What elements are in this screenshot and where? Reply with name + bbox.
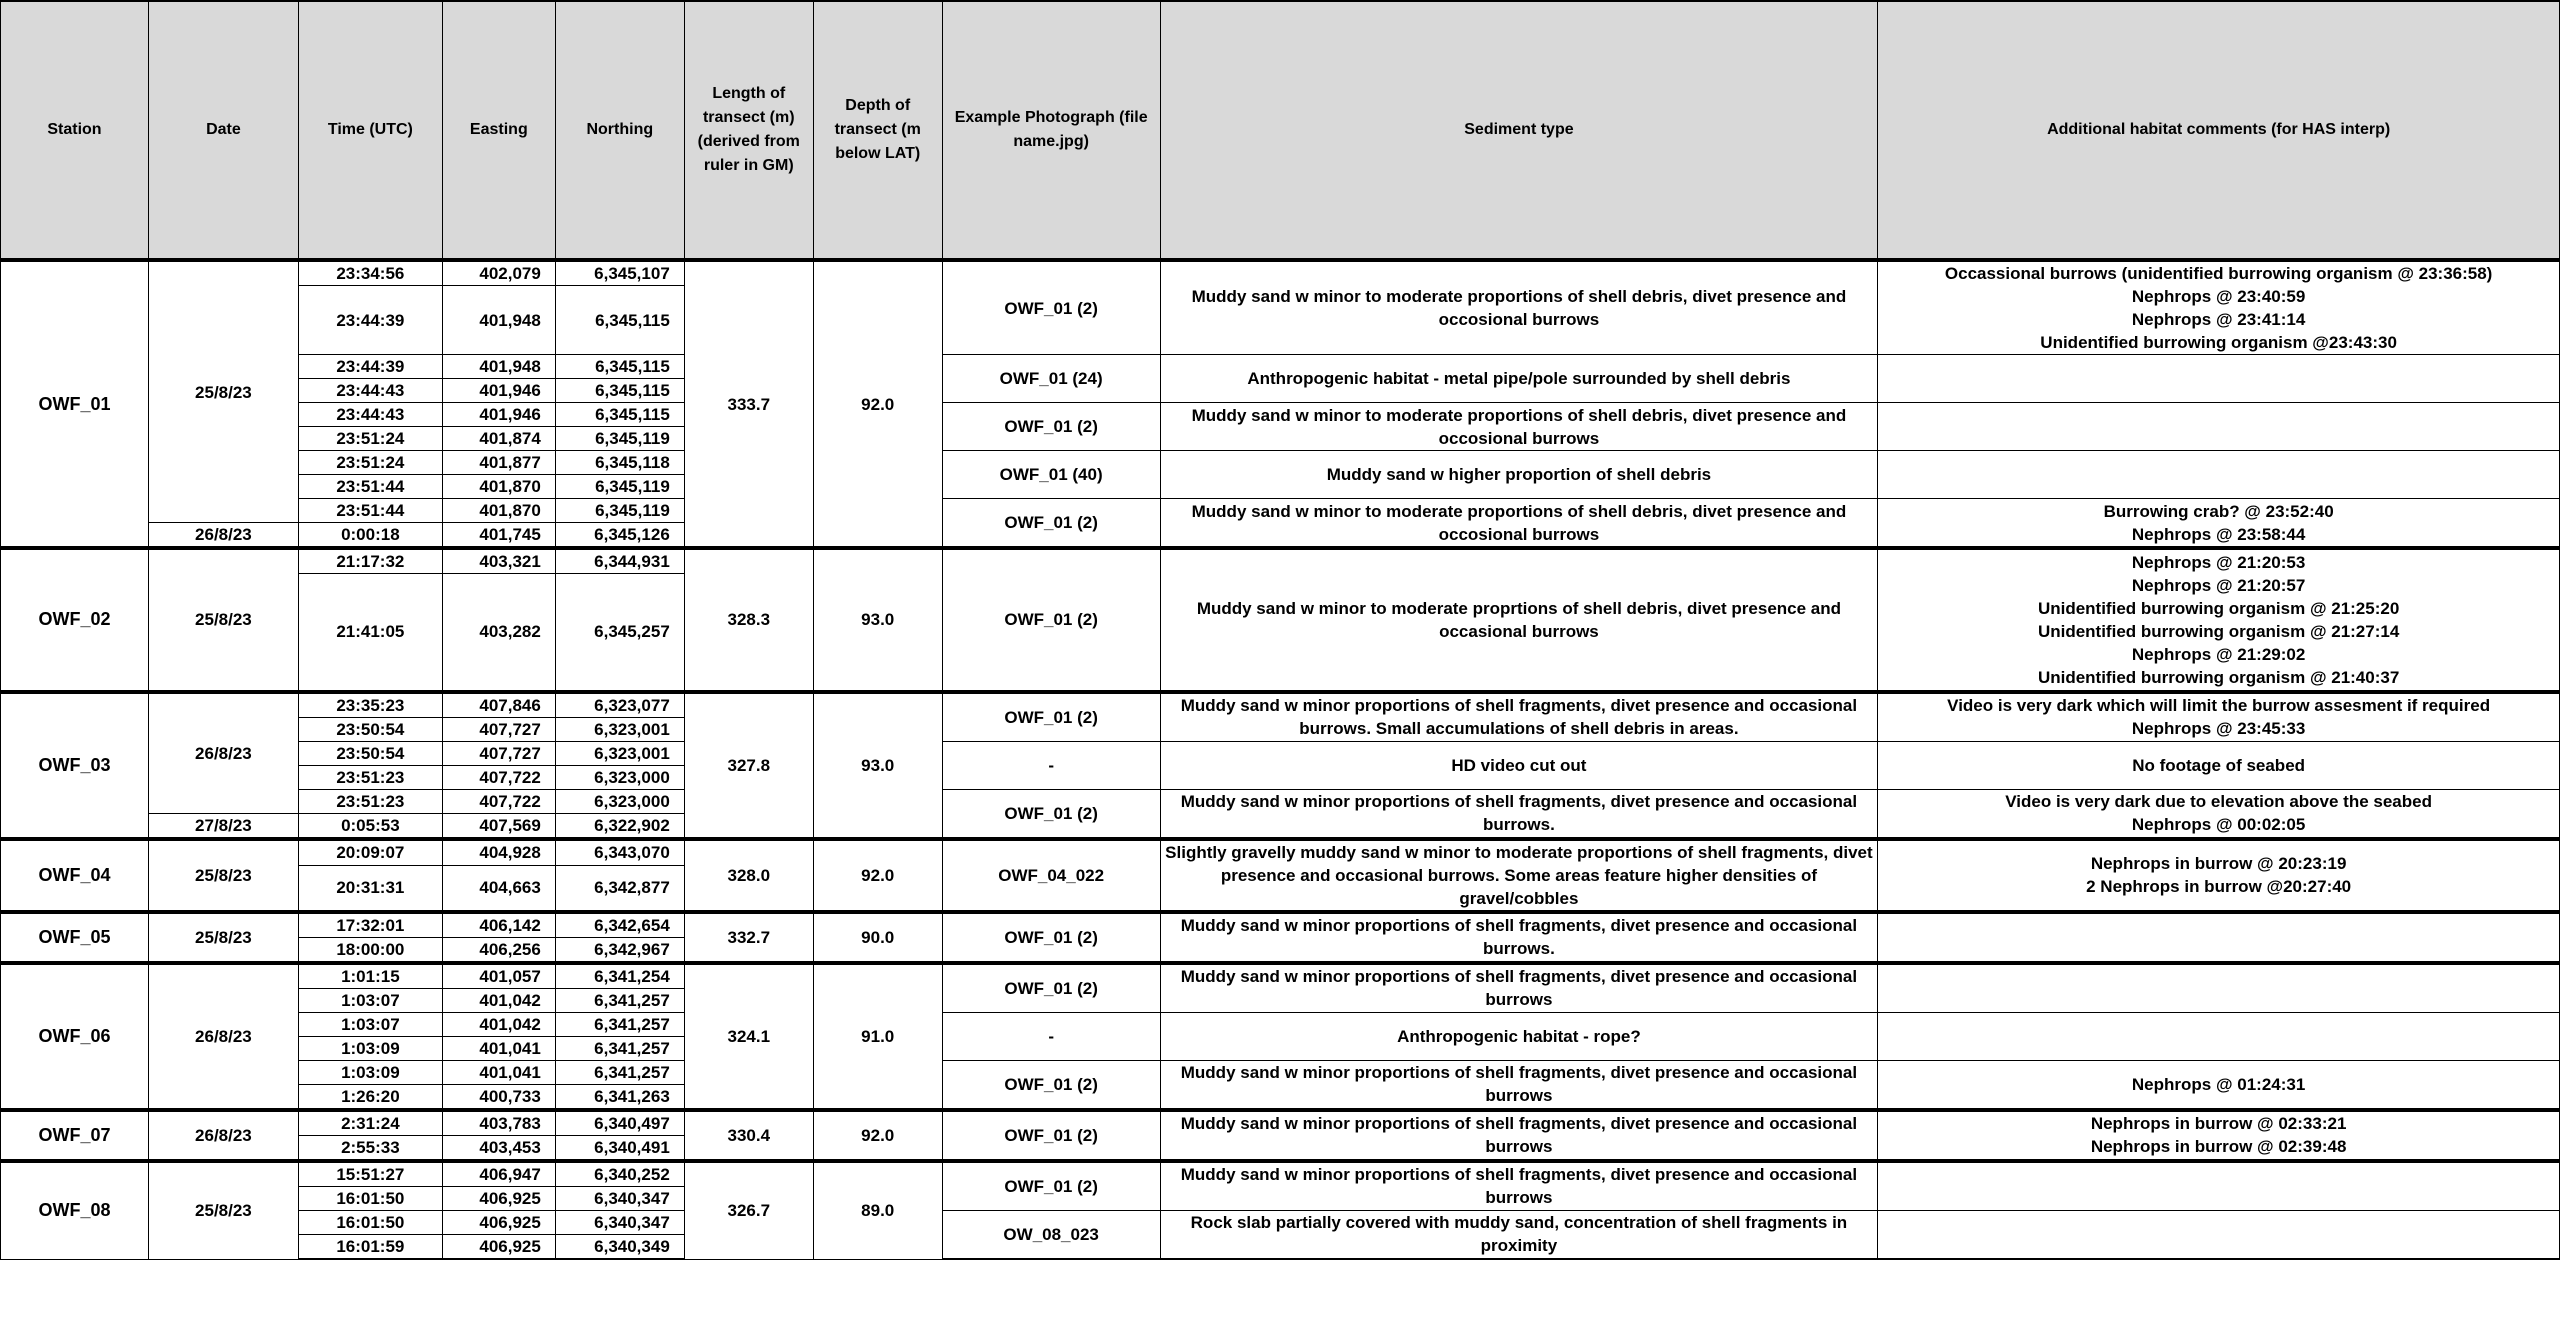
comments-cell[interactable] bbox=[1878, 1258, 2560, 1259]
easting-cell[interactable]: 407,722 bbox=[442, 765, 555, 789]
time-cell[interactable]: 17:32:01 bbox=[298, 912, 442, 938]
easting-cell[interactable]: 401,870 bbox=[442, 475, 555, 499]
sediment-cell[interactable]: Muddy sand w minor to moderate proportions of shell debris, divet presence and occosional burrows bbox=[1160, 260, 1878, 355]
header-date[interactable]: Date bbox=[148, 1, 298, 260]
sediment-cell[interactable]: Muddy sand w minor to moderate proportions of shell debris, divet presence and occosional burrows bbox=[1160, 499, 1878, 549]
time-cell[interactable]: 16:01:59 bbox=[298, 1234, 442, 1258]
photo-cell[interactable]: OWF_01 (2) bbox=[942, 548, 1160, 692]
date-cell[interactable]: 25/8/23 bbox=[148, 912, 298, 963]
easting-cell[interactable]: 403,282 bbox=[442, 574, 555, 692]
northing-cell[interactable]: 6,341,254 bbox=[555, 963, 684, 989]
photo-cell[interactable]: OWF_01 (2) bbox=[942, 1060, 1160, 1110]
table-row bbox=[1, 548, 2560, 574]
comment-line: Occassional burrows (unidentified burrowing organism @ 23:36:58) bbox=[1944, 264, 2493, 283]
date-cell[interactable]: 25/8/23 bbox=[148, 1161, 298, 1260]
photo-cell[interactable]: OWF_01 (2) bbox=[942, 1161, 1160, 1211]
table-row bbox=[1, 692, 2560, 718]
comments-cell[interactable] bbox=[1878, 692, 2560, 742]
comment-line: Nephrops @ 21:20:57 bbox=[2131, 575, 2306, 595]
time-cell[interactable]: 1:03:09 bbox=[298, 1060, 442, 1084]
comment-line: Nephrops @ 23:41:14 bbox=[2131, 310, 2306, 329]
header-easting[interactable]: Easting bbox=[442, 1, 555, 260]
photo-cell[interactable]: - bbox=[942, 1012, 1160, 1060]
photo-cell[interactable]: OWF_04_022 bbox=[942, 839, 1160, 912]
northing-cell[interactable]: 6,340,347 bbox=[555, 1210, 684, 1234]
time-cell[interactable]: 23:44:43 bbox=[298, 379, 442, 403]
northing-cell[interactable]: 6,345,115 bbox=[555, 286, 684, 355]
time-cell[interactable]: 23:50:54 bbox=[298, 717, 442, 741]
easting-cell[interactable]: 407,722 bbox=[442, 789, 555, 813]
table-row bbox=[1, 1210, 2560, 1234]
sediment-cell[interactable]: Muddy sand w higher proportion of shell debris bbox=[1160, 451, 1878, 499]
comment-line: Nephrops @ 21:20:53 bbox=[2131, 552, 2306, 572]
table-row bbox=[1, 1161, 2560, 1187]
comment-line: Unidentified burrowing organism @ 21:25:20 bbox=[2037, 598, 2400, 618]
easting-cell[interactable]: 400,733 bbox=[442, 1084, 555, 1110]
easting-cell[interactable]: 406,256 bbox=[442, 937, 555, 963]
station-cell[interactable]: OWF_02 bbox=[1, 548, 149, 692]
easting-cell[interactable]: 403,321 bbox=[442, 548, 555, 574]
photo-cell[interactable]: - bbox=[942, 741, 1160, 789]
header-depth[interactable]: Depth of transect (m below LAT) bbox=[813, 1, 942, 260]
time-cell[interactable]: 23:34:56 bbox=[298, 260, 442, 286]
date-cell[interactable]: 26/8/23 bbox=[148, 963, 298, 1110]
sediment-cell[interactable]: Anthropogenic habitat - metal pipe/pole surrounded by shell debris bbox=[1160, 355, 1878, 403]
photo-cell[interactable]: OWF_01 (2) bbox=[942, 912, 1160, 963]
northing-cell[interactable]: 6,345,115 bbox=[555, 355, 684, 379]
sediment-cell[interactable]: Slightly gravelly muddy sand w minor to moderate proportions of shell fragments, divet presence and occasional burrows. Some areas feature higher densities of gravel/cobbles bbox=[1160, 839, 1878, 912]
station-cell[interactable]: OWF_06 bbox=[1, 963, 149, 1110]
comments-cell[interactable] bbox=[1878, 963, 2560, 1013]
easting-cell[interactable]: 407,846 bbox=[442, 692, 555, 718]
length-cell[interactable]: 328.3 bbox=[684, 548, 813, 692]
time-cell[interactable]: 23:51:24 bbox=[298, 451, 442, 475]
depth-cell[interactable]: 91.0 bbox=[813, 963, 942, 1110]
comments-cell[interactable] bbox=[1878, 1210, 2560, 1258]
photo-cell[interactable]: OWF_01 (2) bbox=[942, 963, 1160, 1013]
easting-cell[interactable]: 407,727 bbox=[442, 717, 555, 741]
comments-cell[interactable] bbox=[1878, 499, 2560, 549]
sediment-cell[interactable]: Muddy sand w minor proportions of shell fragments, divet presence and occasional burrows. bbox=[1160, 789, 1878, 839]
easting-cell[interactable]: 401,042 bbox=[442, 1012, 555, 1036]
time-cell[interactable]: 15:51:27 bbox=[298, 1161, 442, 1187]
comment-line: Nephrops in burrow @ 02:33:21 bbox=[2090, 1114, 2347, 1133]
northing-cell[interactable]: 6,345,126 bbox=[555, 523, 684, 549]
easting-cell[interactable]: 401,948 bbox=[442, 286, 555, 355]
northing-cell[interactable]: 6,340,497 bbox=[555, 1110, 684, 1136]
easting-cell[interactable]: 407,569 bbox=[442, 813, 555, 839]
comment-line: Nephrops in burrow @ 02:39:48 bbox=[2090, 1137, 2347, 1156]
comment-line: Nephrops @ 23:40:59 bbox=[2131, 287, 2306, 306]
table-row bbox=[1, 1258, 2560, 1259]
table-row bbox=[1, 839, 2560, 866]
comment-line: Nephrops @ 23:45:33 bbox=[2131, 719, 2306, 738]
northing-cell[interactable] bbox=[555, 1258, 684, 1259]
time-cell[interactable]: 20:31:31 bbox=[298, 866, 442, 912]
time-cell[interactable]: 23:44:39 bbox=[298, 355, 442, 379]
table-row bbox=[1, 741, 2560, 765]
northing-cell[interactable]: 6,323,000 bbox=[555, 789, 684, 813]
date-cell[interactable]: 26/8/23 bbox=[148, 1110, 298, 1161]
comment-line: Video is very dark due to elevation above the seabed bbox=[2005, 792, 2432, 811]
easting-cell[interactable]: 406,925 bbox=[442, 1186, 555, 1210]
time-cell[interactable]: 16:01:50 bbox=[298, 1210, 442, 1234]
comments-cell[interactable] bbox=[1878, 912, 2560, 963]
northing-cell[interactable]: 6,345,257 bbox=[555, 574, 684, 692]
northing-cell[interactable]: 6,322,902 bbox=[555, 813, 684, 839]
northing-cell[interactable]: 6,341,263 bbox=[555, 1084, 684, 1110]
easting-cell[interactable]: 406,925 bbox=[442, 1234, 555, 1258]
sediment-cell[interactable]: Muddy sand w minor proportions of shell fragments, divet presence and occasional burrows bbox=[1160, 1060, 1878, 1110]
header-sediment[interactable]: Sediment type bbox=[1160, 1, 1878, 260]
header-length[interactable]: Length of transect (m) (derived from ruler in GM) bbox=[684, 1, 813, 260]
sediment-cell[interactable]: Muddy sand w minor proportions of shell fragments, divet presence and occasional burrows bbox=[1160, 1110, 1878, 1161]
easting-cell[interactable]: 407,727 bbox=[442, 741, 555, 765]
length-cell[interactable]: 333.7 bbox=[684, 260, 813, 548]
comments-cell[interactable] bbox=[1878, 789, 2560, 839]
time-cell[interactable]: 21:17:32 bbox=[298, 548, 442, 574]
time-cell[interactable]: 23:50:54 bbox=[298, 741, 442, 765]
comment-line: Nephrops @ 01:24:31 bbox=[2131, 1074, 2306, 1094]
sediment-cell[interactable]: Muddy sand w minor proportions of shell fragments, divet presence and occasional burrows bbox=[1160, 963, 1878, 1013]
depth-cell[interactable]: 92.0 bbox=[813, 1110, 942, 1161]
sediment-cell[interactable]: Anthropogenic habitat - rope? bbox=[1160, 1012, 1878, 1060]
sediment-cell[interactable]: Muddy sand w minor proportions of shell fragments, divet presence and occasional burrows bbox=[1160, 1161, 1878, 1211]
sediment-cell[interactable]: Muddy sand w minor proportions of shell fragments, divet presence and occasional burrows. Small accumulations of shell debris in areas. bbox=[1160, 692, 1878, 742]
easting-cell[interactable]: 401,946 bbox=[442, 403, 555, 427]
comment-line: Burrowing crab? @ 23:52:40 bbox=[2103, 501, 2334, 521]
sediment-cell[interactable]: Rock slab partially covered with muddy sand, concentration of shell fragments in proximity bbox=[1160, 1210, 1878, 1258]
time-cell[interactable]: 1:03:09 bbox=[298, 1036, 442, 1060]
table-row bbox=[1, 963, 2560, 989]
comment-line: 2 Nephrops in burrow @20:27:40 bbox=[2086, 877, 2352, 896]
time-cell[interactable]: 16:01:50 bbox=[298, 1186, 442, 1210]
time-cell[interactable]: 1:26:20 bbox=[298, 1084, 442, 1110]
comment-line: Nephrops @ 00:02:05 bbox=[2131, 815, 2306, 834]
northing-cell[interactable]: 6,323,001 bbox=[555, 717, 684, 741]
comments-cell[interactable] bbox=[1878, 548, 2560, 692]
easting-cell[interactable]: 404,663 bbox=[442, 866, 555, 912]
time-cell[interactable]: 0:05:53 bbox=[298, 813, 442, 839]
easting-cell[interactable]: 401,745 bbox=[442, 523, 555, 549]
table-row bbox=[1, 789, 2560, 813]
station-cell[interactable]: OWF_08 bbox=[1, 1161, 149, 1260]
easting-cell[interactable]: 401,057 bbox=[442, 963, 555, 989]
easting-cell[interactable]: 406,925 bbox=[442, 1210, 555, 1234]
easting-cell[interactable]: 401,877 bbox=[442, 451, 555, 475]
time-cell[interactable] bbox=[298, 1258, 442, 1259]
date-cell[interactable]: 25/8/23 bbox=[148, 260, 298, 523]
comments-cell[interactable] bbox=[1878, 839, 2560, 912]
photo-cell[interactable]: OWF_01 (2) bbox=[942, 403, 1160, 451]
northing-cell[interactable]: 6,341,257 bbox=[555, 1060, 684, 1084]
sediment-cell[interactable]: Muddy sand w minor to moderate proprtions of shell debris, divet presence and occasional burrows bbox=[1160, 548, 1878, 692]
northing-cell[interactable]: 6,345,115 bbox=[555, 403, 684, 427]
northing-cell[interactable]: 6,345,118 bbox=[555, 451, 684, 475]
length-cell[interactable]: 328.0 bbox=[684, 839, 813, 912]
time-cell[interactable]: 23:44:39 bbox=[298, 286, 442, 355]
table-row bbox=[1, 1060, 2560, 1084]
northing-cell[interactable]: 6,345,107 bbox=[555, 260, 684, 286]
header-northing[interactable]: Northing bbox=[555, 1, 684, 260]
depth-cell[interactable]: 93.0 bbox=[813, 692, 942, 839]
station-cell[interactable]: OWF_07 bbox=[1, 1110, 149, 1161]
photo-cell[interactable]: OWF_01 (2) bbox=[942, 260, 1160, 355]
northing-cell[interactable]: 6,341,257 bbox=[555, 1036, 684, 1060]
sediment-cell[interactable]: Muddy sand w minor proportions of shell fragments, divet presence and occasional burrows. bbox=[1160, 912, 1878, 963]
table-row bbox=[1, 260, 2560, 286]
northing-cell[interactable]: 6,340,252 bbox=[555, 1161, 684, 1187]
date-cell[interactable]: 26/8/23 bbox=[148, 692, 298, 814]
time-cell[interactable]: 21:41:05 bbox=[298, 574, 442, 692]
comments-cell[interactable] bbox=[1878, 260, 2560, 355]
table-row bbox=[1, 355, 2560, 379]
easting-cell[interactable]: 401,041 bbox=[442, 1036, 555, 1060]
comments-cell[interactable] bbox=[1878, 1012, 2560, 1060]
photo-cell[interactable]: OW_08_023 bbox=[942, 1210, 1160, 1258]
length-cell[interactable]: 332.7 bbox=[684, 912, 813, 963]
photo-cell[interactable]: OWF_01 (40) bbox=[942, 451, 1160, 499]
comment-line: Video is very dark which will limit the burrow assesment if required bbox=[1947, 696, 2491, 715]
depth-cell[interactable]: 89.0 bbox=[813, 1161, 942, 1260]
easting-cell[interactable]: 401,946 bbox=[442, 379, 555, 403]
table-row bbox=[1, 1012, 2560, 1036]
photo-cell[interactable]: OWF_01 (24) bbox=[942, 355, 1160, 403]
comments-cell[interactable] bbox=[1878, 1161, 2560, 1211]
time-cell[interactable]: 2:55:33 bbox=[298, 1135, 442, 1161]
length-cell[interactable]: 324.1 bbox=[684, 963, 813, 1110]
date-cell[interactable]: 26/8/23 bbox=[148, 523, 298, 549]
northing-cell[interactable]: 6,340,491 bbox=[555, 1135, 684, 1161]
comments-cell[interactable] bbox=[1878, 741, 2560, 789]
northing-cell[interactable]: 6,342,967 bbox=[555, 937, 684, 963]
photo-cell[interactable]: OWF_01 (2) bbox=[942, 499, 1160, 549]
table-row bbox=[1, 912, 2560, 938]
comment-line: Unidentified burrowing organism @23:43:30 bbox=[2040, 333, 2397, 352]
easting-cell[interactable]: 401,948 bbox=[442, 355, 555, 379]
sediment-cell[interactable]: HD video cut out bbox=[1160, 741, 1878, 789]
table-row bbox=[1, 1110, 2560, 1136]
northing-cell[interactable]: 6,345,115 bbox=[555, 379, 684, 403]
depth-cell[interactable]: 90.0 bbox=[813, 912, 942, 963]
comments-cell[interactable] bbox=[1878, 1060, 2560, 1110]
station-cell[interactable]: OWF_04 bbox=[1, 839, 149, 912]
northing-cell[interactable]: 6,342,654 bbox=[555, 912, 684, 938]
station-cell[interactable]: OWF_05 bbox=[1, 912, 149, 963]
time-cell[interactable]: 23:44:43 bbox=[298, 403, 442, 427]
sediment-cell[interactable] bbox=[1160, 1258, 1878, 1259]
easting-cell[interactable]: 402,079 bbox=[442, 260, 555, 286]
station-cell[interactable]: OWF_01 bbox=[1, 260, 149, 548]
easting-cell[interactable]: 401,870 bbox=[442, 499, 555, 523]
northing-cell[interactable]: 6,340,349 bbox=[555, 1234, 684, 1258]
depth-cell[interactable]: 93.0 bbox=[813, 548, 942, 692]
easting-cell[interactable]: 401,041 bbox=[442, 1060, 555, 1084]
easting-cell[interactable]: 403,783 bbox=[442, 1110, 555, 1136]
easting-cell[interactable]: 404,928 bbox=[442, 839, 555, 866]
header-row bbox=[1, 1, 2560, 260]
comment-line: Nephrops @ 23:58:44 bbox=[2131, 524, 2306, 544]
photo-cell[interactable]: OWF_01 (2) bbox=[942, 1110, 1160, 1161]
table-row bbox=[1, 451, 2560, 475]
time-cell[interactable]: 23:51:23 bbox=[298, 789, 442, 813]
table-row bbox=[1, 499, 2560, 523]
northing-cell[interactable]: 6,345,119 bbox=[555, 475, 684, 499]
photo-cell[interactable] bbox=[942, 1258, 1160, 1259]
comments-cell[interactable] bbox=[1878, 355, 2560, 403]
time-cell[interactable]: 1:01:15 bbox=[298, 963, 442, 989]
time-cell[interactable]: 0:00:18 bbox=[298, 523, 442, 549]
easting-cell[interactable]: 406,947 bbox=[442, 1161, 555, 1187]
date-cell[interactable]: 27/8/23 bbox=[148, 813, 298, 839]
comment-line: Unidentified burrowing organism @ 21:27:14 bbox=[2037, 621, 2400, 641]
northing-cell[interactable]: 6,343,070 bbox=[555, 839, 684, 866]
station-cell[interactable]: OWF_03 bbox=[1, 692, 149, 839]
comment-line: Unidentified burrowing organism @ 21:40:37 bbox=[2037, 667, 2400, 687]
easting-cell[interactable]: 401,042 bbox=[442, 988, 555, 1012]
northing-cell[interactable]: 6,340,347 bbox=[555, 1186, 684, 1210]
length-cell[interactable]: 326.7 bbox=[684, 1161, 813, 1260]
date-cell[interactable]: 25/8/23 bbox=[148, 839, 298, 912]
comments-cell[interactable] bbox=[1878, 403, 2560, 451]
time-cell[interactable]: 23:51:44 bbox=[298, 499, 442, 523]
time-cell[interactable]: 2:31:24 bbox=[298, 1110, 442, 1136]
photo-cell[interactable]: OWF_01 (2) bbox=[942, 789, 1160, 839]
northing-cell[interactable]: 6,323,000 bbox=[555, 765, 684, 789]
time-cell[interactable]: 1:03:07 bbox=[298, 1012, 442, 1036]
northing-cell[interactable]: 6,345,119 bbox=[555, 499, 684, 523]
header-station[interactable]: Station bbox=[1, 1, 149, 260]
northing-cell[interactable]: 6,341,257 bbox=[555, 1012, 684, 1036]
date-cell[interactable]: 25/8/23 bbox=[148, 548, 298, 692]
photo-cell[interactable]: OWF_01 (2) bbox=[942, 692, 1160, 742]
comments-cell[interactable] bbox=[1878, 451, 2560, 499]
easting-cell[interactable] bbox=[442, 1258, 555, 1259]
easting-cell[interactable]: 401,874 bbox=[442, 427, 555, 451]
easting-cell[interactable]: 403,453 bbox=[442, 1135, 555, 1161]
time-cell[interactable]: 23:51:24 bbox=[298, 427, 442, 451]
comment-line: Nephrops in burrow @ 20:23:19 bbox=[2090, 854, 2347, 873]
northing-cell[interactable]: 6,342,877 bbox=[555, 866, 684, 912]
comment-line: Nephrops @ 21:29:02 bbox=[2131, 644, 2306, 664]
northing-cell[interactable]: 6,323,077 bbox=[555, 692, 684, 718]
time-cell[interactable]: 23:51:44 bbox=[298, 475, 442, 499]
time-cell[interactable]: 18:00:00 bbox=[298, 937, 442, 963]
length-cell[interactable]: 327.8 bbox=[684, 692, 813, 839]
header-time[interactable]: Time (UTC) bbox=[298, 1, 442, 260]
header-comments[interactable]: Additional habitat comments (for HAS interp) bbox=[1878, 1, 2560, 260]
table-row bbox=[1, 403, 2560, 427]
time-cell[interactable]: 20:09:07 bbox=[298, 839, 442, 866]
northing-cell[interactable]: 6,344,931 bbox=[555, 548, 684, 574]
time-cell[interactable]: 23:35:23 bbox=[298, 692, 442, 718]
northing-cell[interactable]: 6,323,001 bbox=[555, 741, 684, 765]
comment-line: No footage of seabed bbox=[2132, 755, 2306, 775]
depth-cell[interactable]: 92.0 bbox=[813, 839, 942, 912]
comments-cell[interactable] bbox=[1878, 1110, 2560, 1161]
time-cell[interactable]: 1:03:07 bbox=[298, 988, 442, 1012]
sediment-cell[interactable]: Muddy sand w minor to moderate proportions of shell debris, divet presence and occosional burrows bbox=[1160, 403, 1878, 451]
header-photo[interactable]: Example Photograph (file name.jpg) bbox=[942, 1, 1160, 260]
northing-cell[interactable]: 6,345,119 bbox=[555, 427, 684, 451]
time-cell[interactable]: 23:51:23 bbox=[298, 765, 442, 789]
depth-cell[interactable]: 92.0 bbox=[813, 260, 942, 548]
easting-cell[interactable]: 406,142 bbox=[442, 912, 555, 938]
length-cell[interactable]: 330.4 bbox=[684, 1110, 813, 1161]
northing-cell[interactable]: 6,341,257 bbox=[555, 988, 684, 1012]
